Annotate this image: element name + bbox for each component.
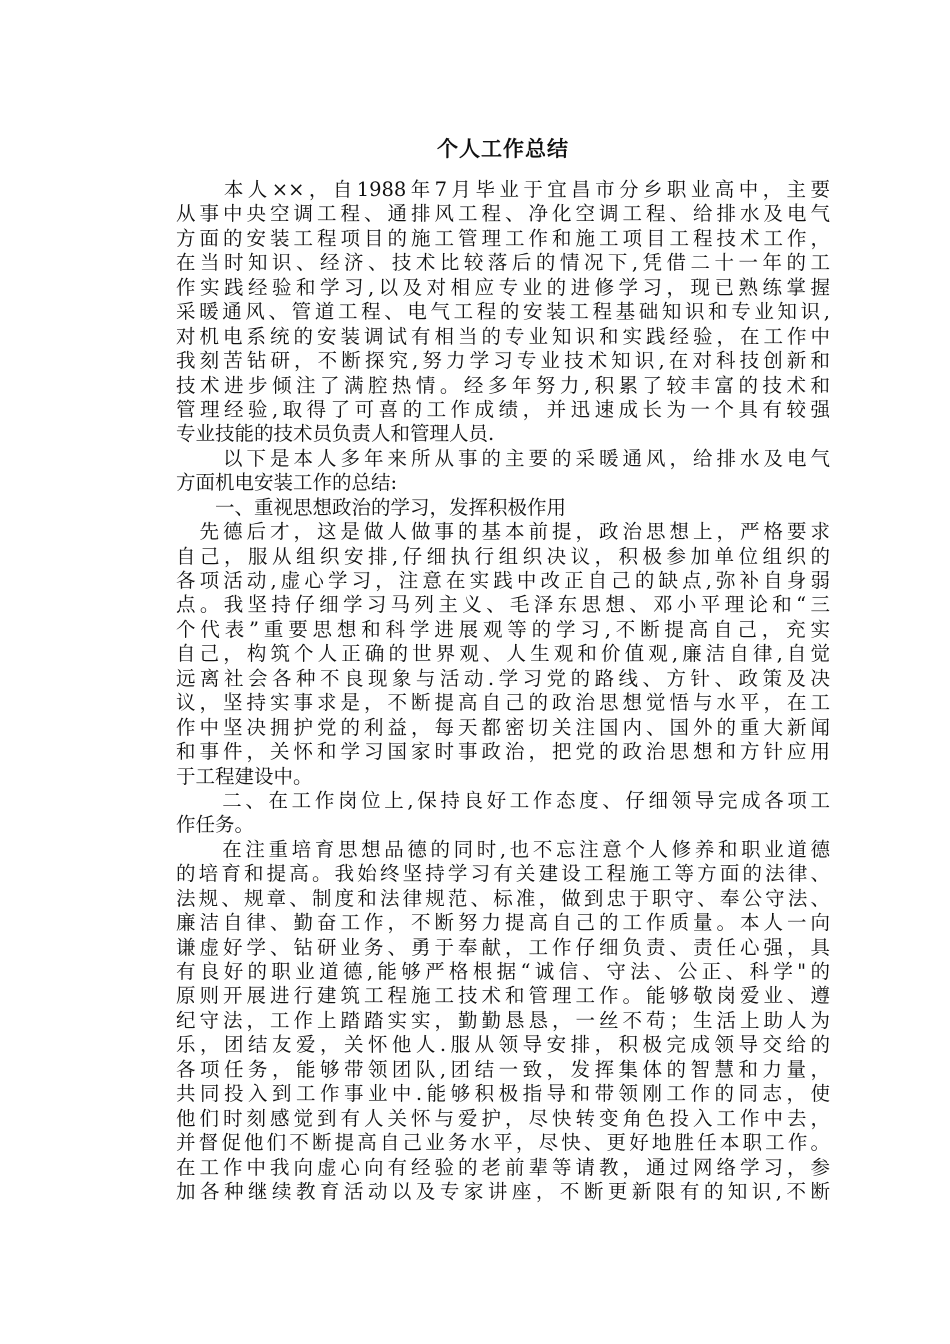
text-line: 他们时刻感觉到有人关怀与爱护，尽快转变角色投入工作中去，	[176, 1106, 830, 1130]
text-line: 在工作中我向虚心向有经验的老前辈等请教，通过网络学习，参	[176, 1155, 830, 1179]
text-line: 有良好的职业道德,能够严格根据“诚信、守法、公正、科学"的	[176, 960, 830, 983]
text-line: 于工程建设中。	[176, 764, 313, 788]
text-line: 的培育和提高。我始终坚持学习有关建设工程施工等方面的法律、	[176, 862, 830, 886]
text-line: 各项活动,虚心学习，注意在实践中改正自己的缺点,弥补自身弱	[176, 569, 830, 592]
text-line: 原则开展进行建筑工程施工技术和管理工作。能够敬岗爱业、遵	[176, 984, 830, 1008]
text-line: 从事中央空调工程、通排风工程、净化空调工程、给排水及电气	[176, 202, 830, 226]
text-line: 方面的安装工程项目的施工管理工作和施工项目工程技术工作，	[176, 226, 830, 250]
text-line: 乐，团结友爱，关怀他人.服从领导安排，积极完成领导交给的	[176, 1033, 830, 1057]
text-line: 共同投入到工作事业中.能够积极指导和带领刚工作的同志，使	[176, 1082, 830, 1106]
text-line: 并督促他们不断提高自己业务水平，尽快、更好地胜任本职工作。	[176, 1131, 830, 1155]
text-line: 先德后才，这是做人做事的基本前提，政治思想上，严格要求	[176, 520, 830, 544]
text-line: 法规、规章、制度和法律规范、标准，做到忠于职守、奉公守法、	[176, 886, 830, 910]
document-body	[176, 178, 830, 1204]
text-line: 作实践经验和学习,以及对相应专业的进修学习，现已熟练掌握	[176, 275, 830, 299]
text-line: 在当时知识、经济、技术比较落后的情况下,凭借二十一年的工	[176, 251, 830, 275]
text-line: 我刻苦钻研，不断探究,努力学习专业技术知识,在对科技创新和	[176, 349, 830, 373]
text-line: 本人××，自1988年7月毕业于宜昌市分乡职业高中，主要	[176, 178, 830, 201]
text-line: 议，坚持实事求是，不断提高自己的政治思想觉悟与水平，在工	[176, 691, 830, 715]
text-line: 自己，服从组织安排,仔细执行组织决议，积极参加单位组织的	[176, 544, 830, 568]
text-line: 纪守法，工作上踏踏实实，勤勤恳恳，一丝不苟；生活上助人为	[176, 1008, 830, 1032]
text-line: 自己，构筑个人正确的世界观、人生观和价值观,廉洁自律,自觉	[176, 642, 830, 666]
text-line: 在注重培育思想品德的同时,也不忘注意个人修养和职业道德	[176, 837, 830, 861]
text-line: 各项任务，能够带领团队,团结一致，发挥集体的智慧和力量，	[176, 1057, 830, 1081]
text-line: 管理经验,取得了可喜的工作成绩，并迅速成长为一个具有较强	[176, 397, 830, 421]
text-line: 专业技能的技术员负责人和管理人员.	[176, 422, 495, 446]
text-line: 廉洁自律、勤奋工作，不断努力提高自己的工作质量。本人一向	[176, 911, 830, 935]
text-line: 远离社会各种不良现象与活动.学习党的路线、方针、政策及决	[176, 666, 830, 690]
text-line: 个代表”重要思想和科学进展观等的学习,不断提高自己，充实	[176, 617, 830, 641]
text-line: 以下是本人多年来所从事的主要的采暖通风，给排水及电气	[176, 446, 830, 470]
text-line: 和事件，关怀和学习国家时事政治，把党的政治思想和方针应用	[176, 740, 830, 764]
text-line: 谦虚好学、钻研业务、勇于奉献，工作仔细负责、责任心强，具	[176, 935, 830, 959]
document-title: 个人工作总结	[437, 136, 569, 161]
text-line: 加各种继续教育活动以及专家讲座，不断更新限有的知识,不断	[176, 1179, 830, 1203]
text-line: 方面机电安装工作的总结:	[176, 471, 398, 495]
text-line: 一、重视思想政治的学习，发挥积极作用	[176, 495, 567, 519]
text-line: 二、在工作岗位上,保持良好工作态度、仔细领导完成各项工	[176, 788, 830, 812]
text-line: 点。我坚持仔细学习马列主义、毛泽东思想、邓小平理论和“三	[176, 593, 830, 617]
text-line: 对机电系统的安装调试有相当的专业知识和实践经验，在工作中	[176, 324, 830, 348]
text-line: 技术进步倾注了满腔热情。经多年努力,积累了较丰富的技术和	[176, 373, 830, 397]
document-page	[176, 120, 830, 1204]
text-line: 采暖通风、管道工程、电气工程的安装工程基础知识和专业知识,	[176, 300, 830, 324]
text-line: 作任务。	[176, 813, 255, 837]
text-line: 作中坚决拥护党的利益，每天都密切关注国内、国外的重大新闻	[176, 715, 830, 739]
